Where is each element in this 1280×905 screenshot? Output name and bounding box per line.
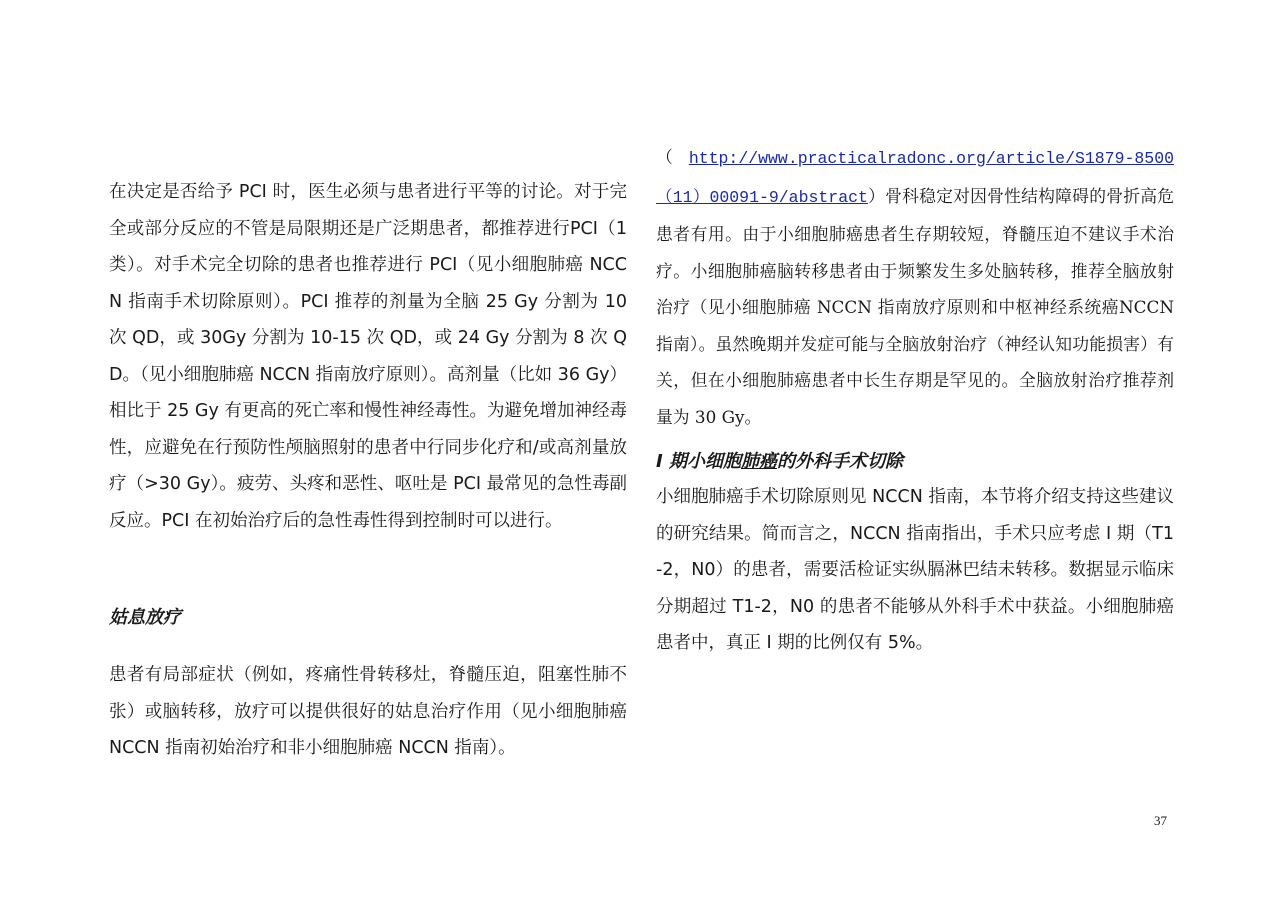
bone-stabilization-paragraph [656,139,1174,435]
stage-i-surgery-heading [656,447,903,477]
open-paren: （ [656,147,689,167]
palliative-radiotherapy-heading: 姑息放疗 [109,607,181,628]
stage-i-surgery-paragraph: 小细胞肺癌手术切除原则见 NCCN 指南，本节将介绍支持这些建议的研究结果。简而言之，NCCN 指南指出，手术只应考虑 I 期（T1-2，N0）的患者，需要活检证实纵膈淋巴结未转移。数据显示临床分期超过 T1-2，N0 的患者不能够从外科手术中获益。小细胞肺癌患者中，真正 I 期的比例仅有 5%。 [656,487,1174,653]
paragraph-text: ）骨科稳定对因骨性结构障碍的骨折高危患者有用。由于小细胞肺癌患者生存期较短，脊髓压迫不建议手术治疗。小细胞肺癌脑转移患者由于频繁发生多处脑转移，推荐全脑放射治疗（见小细胞肺癌 NCCN 指南放疗原则和中枢神经系统癌NCCN 指南）。虽然晚期并发症可能与全脑放射治疗（神经认知功能损害）有关，但在小细胞肺癌患者中长生存期是罕见的。全脑放射治疗推荐剂量为 30 Gy。 [656,185,1174,427]
reference-link[interactable]: http://www.practicalradonc.org/article/S1879-8500（11）00091-9/abstract [656,149,1174,207]
pci-paragraph: 在决定是否给予 PCI 时，医生必须与患者进行平等的讨论。对于完全或部分反应的不管是局限期还是广泛期患者，都推荐进行PCI（1 类）。对手术完全切除的患者也推荐进行 PCI（见小细胞肺癌 NCCN 指南手术切除原则）。PCI 推荐的剂量为全脑 25 Gy 分割为 10 次 QD，或 30Gy 分割为 10-15 次 QD，或 24 Gy 分割为 8 次 QD。（见小细胞肺癌 NCCN 指南放疗原则）。高剂量（比如 36 Gy）相比于 25 Gy 有更高的死亡率和慢性神经毒性。为避免增加神经毒性，应避免在行预防性颅脑照射的患者中行同步化疗和/或高剂量放疗（>30 Gy）。疲劳、头疼和恶性、呕吐是 PCI 最常见的急性毒副反应。PCI 在初始治疗后的急性毒性得到控制时可以进行。 [109,182,627,531]
palliative-radiotherapy-paragraph: 患者有局部症状（例如，疼痛性骨转移灶，脊髓压迫，阻塞性肺不张）或脑转移，放疗可以提供很好的姑息治疗作用（见小细胞肺癌 NCCN 指南初始治疗和非小细胞肺癌 NCCN 指南）。 [109,665,627,758]
heading-part: 的外科手术切除 [776,451,903,472]
page-number: 37 [1154,813,1167,828]
heading-underlined-part: 肺癌 [740,451,777,472]
heading-part: I 期小细胞 [656,451,741,472]
